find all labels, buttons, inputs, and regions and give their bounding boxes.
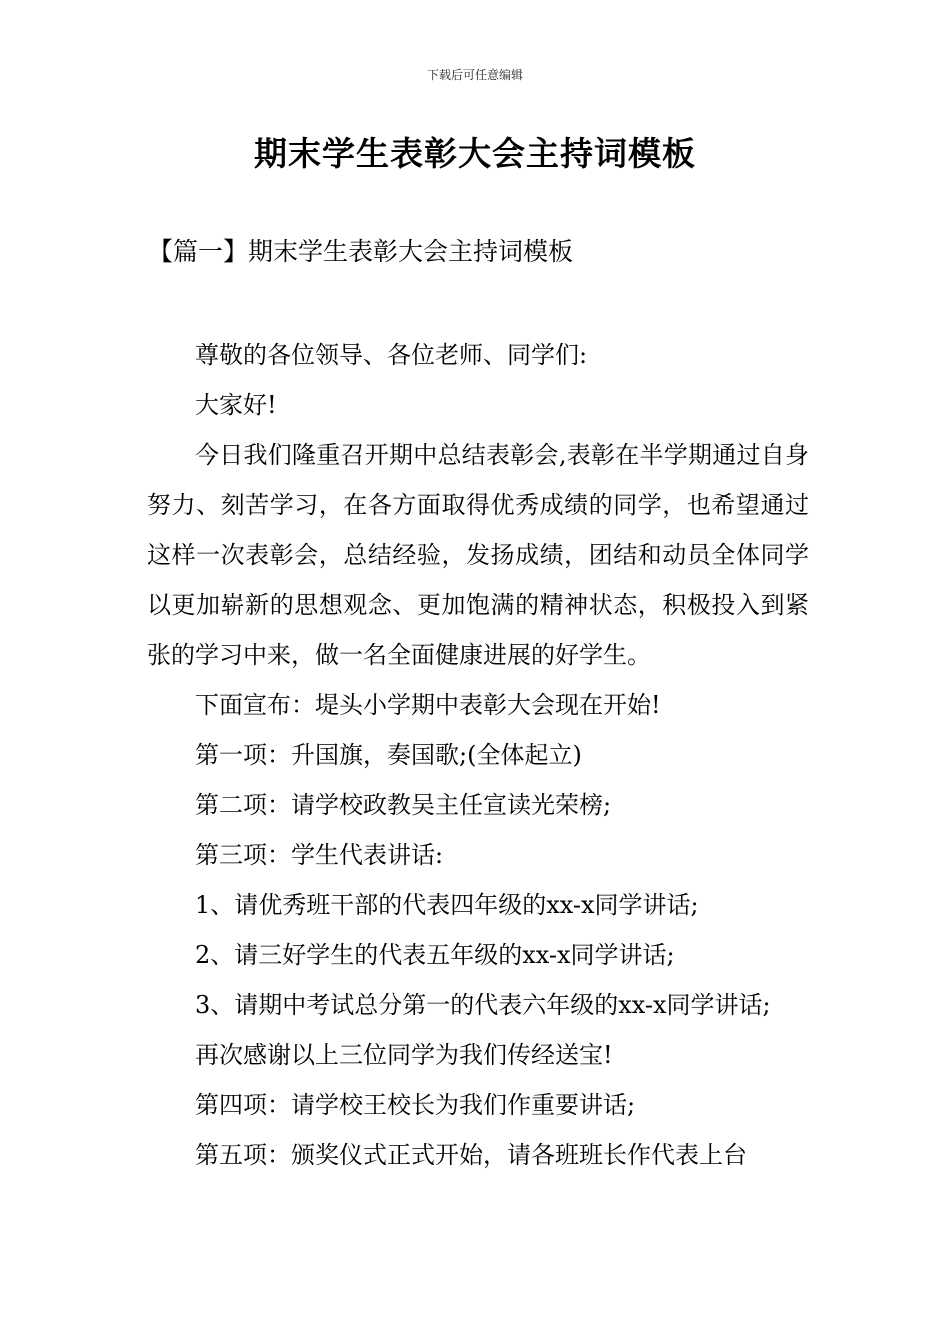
paragraph-item-3: 第三项：学生代表讲话: [195,841,444,869]
paragraph-item-5: 第五项：颁奖仪式正式开始，请各班班长作代表上台 [195,1141,747,1169]
document-body [147,330,809,1180]
paragraph-item-2: 第二项：请学校政教吴主任宣读光荣榜; [195,791,612,819]
header-note: 下载后可任意编辑 [426,68,523,82]
paragraph-greeting-audience: 尊敬的各位领导、各位老师、同学们: [195,341,588,369]
section-heading: 【篇一】期末学生表彰大会主持词模板 [148,237,574,266]
paragraph-greeting: 大家好! [195,391,277,419]
paragraph-item-1: 第一项：升国旗，奏国歌;(全体起立) [195,741,582,769]
paragraph-item-4: 第四项：请学校王校长为我们作重要讲话; [195,1091,636,1119]
paragraph-introduction: 今日我们隆重召开期中总结表彰会,表彰在半学期通过自身努力、刻苦学习，在各方面取得优秀成绩的同学，也希望通过这样一次表彰会，总结经验，发扬成绩，团结和动员全体同学以更加崭新的思想观念、更加饱满的精神状态，积极投入到紧张的学习中来，做一名全面健康进展的好学生。 [147,441,809,669]
paragraph-thanks: 再次感谢以上三位同学为我们传经送宝! [195,1041,613,1069]
paragraph-speaker-2: 2、请三好学生的代表五年级的xx-x同学讲话; [195,941,675,969]
paragraph-speaker-1: 1、请优秀班干部的代表四年级的xx-x同学讲话; [195,891,699,919]
paragraph-announcement: 下面宣布：堤头小学期中表彰大会现在开始! [195,691,661,719]
document-title: 期末学生表彰大会主持词模板 [254,134,696,173]
paragraph-speaker-3: 3、请期中考试总分第一的代表六年级的xx-x同学讲话; [195,991,771,1019]
